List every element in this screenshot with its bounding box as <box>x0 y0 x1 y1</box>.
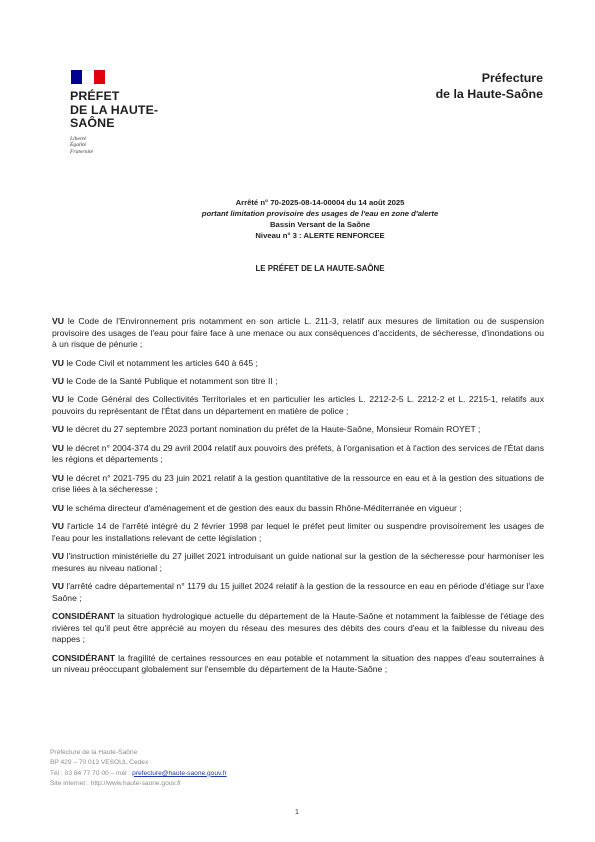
footer-phone: Tél : 03 84 77 70 00 – mél : <box>50 769 133 777</box>
issuer-heading: LE PRÉFET DE LA HAUTE-SAÔNE <box>255 264 385 273</box>
paragraph <box>52 653 544 676</box>
decree-number: Arrêté n° 70-2025-08-14-00004 du 14 août 2025 <box>235 198 405 207</box>
paragraph-lead: VU <box>52 394 64 405</box>
paragraph-text: le Code de l'Environnement pris notamment en son article L. 211-3, relatif aux mesures de limitation ou de suspension provisoire des usages de l'eau pour faire face à une menace ou aux conséquences d'accidents, de sécheresse, d'inondations ou à un risque de pénurie ; <box>52 316 544 350</box>
paragraph-lead: VU <box>52 472 64 483</box>
paragraph-lead: VU <box>52 502 64 513</box>
footer-email-link[interactable]: prefecture@haute-saone.gouv.fr <box>132 769 227 777</box>
page-footer <box>50 748 227 790</box>
logo-line: SAÔNE <box>70 116 115 131</box>
paragraph-lead: VU <box>52 316 64 326</box>
paragraph-text: le schéma directeur d'aménagement et de gestion des eaux du bassin Rhône-Méditerranée en vigueur ; <box>63 502 462 513</box>
paragraph-lead: CONSIDÉRANT <box>52 652 116 663</box>
paragraph <box>52 521 544 544</box>
motto-line: Fraternité <box>70 148 93 155</box>
paragraph <box>52 503 544 515</box>
paragraph <box>52 473 544 496</box>
motto-line: Égalité <box>70 142 87 149</box>
paragraph-lead: VU <box>52 581 64 592</box>
paragraph-text: la situation hydrologique actuelle du département de la Haute-Saône et notamment la faiblesse de l'étiage des rivières tel qu'il peut être apprécié au moyen du réseau des mesures des débits des cours d'eau et la faiblesse du niveau des nappes ; <box>52 611 544 645</box>
footer-address-name: Préfecture de la Haute-Saône <box>50 749 138 756</box>
decree-body <box>52 316 544 683</box>
logo-title <box>70 90 170 131</box>
marianne-flag-icon <box>71 70 105 84</box>
paragraph <box>52 376 544 388</box>
paragraph-lead: VU <box>52 357 64 368</box>
paragraph-text: la fragilité de certaines ressources en eau potable et notamment la situation des nappes d'eau souterraines à un niveau préoccupant globalement sur l'ensemble du département de la Haute-Saône ; <box>52 652 544 675</box>
logo-line: DE LA HAUTE- <box>70 102 159 117</box>
paragraph <box>52 551 544 574</box>
paragraph <box>52 316 544 351</box>
paragraph-text: l'instruction ministérielle du 27 juillet 2021 introduisant un guide national sur la gestion de la sécheresse pour harmoniser les mesures au niveau national ; <box>52 551 544 573</box>
paragraph-lead: VU <box>52 375 64 386</box>
paragraph-lead: VU <box>52 521 64 532</box>
paragraph <box>52 424 544 436</box>
paragraph-text: l'article 14 de l'arrêté intégré du 2 février 1998 par lequel le préfet peut limiter ou suspendre provisoirement les usages de l'eau pour les installations relevant de cette législation ; <box>52 521 544 543</box>
decree-level: Niveau n° 3 : ALERTE RENFORCEE <box>255 231 385 240</box>
paragraph-text: le Code Général des Collectivités Territoriales et en particulier les articles L. 2212-2-5 L. 2212-2 et L. 2215-1, relatifs aux pouvoirs du représentant de l'État dans un département en matière de police ; <box>52 394 544 416</box>
footer-contact <box>50 769 227 779</box>
paragraph-lead: VU <box>52 551 64 562</box>
paragraph-text: le décret n° 2004-374 du 29 avril 2004 relatif aux pouvoirs des préfets, à l'organisation et à l'action des services de l'État dans les régions et départements ; <box>52 442 544 465</box>
decree-subject: portant limitation provisoire des usages de l'eau en zone d'alerte <box>201 209 439 218</box>
paragraph-text: le décret n° 2021-795 du 23 juin 2021 relatif à la gestion quantitative de la ressource en eau et à la gestion des situations de crise liées à la sécheresse ; <box>52 472 544 495</box>
footer-address-postal: BP 429 – 70 013 VESOUL Cedex <box>50 759 149 767</box>
prefecture-line: de la Haute-Saône <box>435 86 543 101</box>
prefecture-name <box>436 71 543 102</box>
paragraph <box>52 358 544 370</box>
prefet-logo <box>70 70 170 155</box>
motto-line: Liberté <box>70 135 87 142</box>
paragraph-text: l'arrêté cadre départemental n° 1179 du 15 juillet 2024 relatif à la gestion de la ressource en eau en période d'étiage sur l'axe Saône ; <box>52 581 544 603</box>
republic-motto <box>70 136 170 155</box>
paragraph-lead: VU <box>52 442 64 453</box>
decree-title <box>100 197 540 241</box>
page-number: 1 <box>294 807 300 816</box>
footer-website[interactable]: Site internet : http://www.haute-saone.gouv.fr <box>50 780 182 788</box>
paragraph-lead: VU <box>52 424 64 435</box>
paragraph-lead: CONSIDÉRANT <box>52 611 116 622</box>
paragraph-text: le Code Civil et notamment les articles 640 à 645 ; <box>63 357 258 368</box>
decree-basin: Bassin Versant de la Saône <box>270 220 370 229</box>
paragraph <box>52 394 544 417</box>
logo-line: PRÉFET <box>70 89 120 103</box>
prefecture-line: Préfecture <box>481 71 543 85</box>
paragraph <box>52 611 544 646</box>
paragraph-text: le décret du 27 septembre 2023 portant nomination du préfet de la Haute-Saône, Monsieur Romain ROYET ; <box>63 424 481 435</box>
paragraph <box>52 581 544 604</box>
paragraph-text: le Code de la Santé Publique et notamment son titre II ; <box>63 375 278 386</box>
paragraph <box>52 443 544 466</box>
